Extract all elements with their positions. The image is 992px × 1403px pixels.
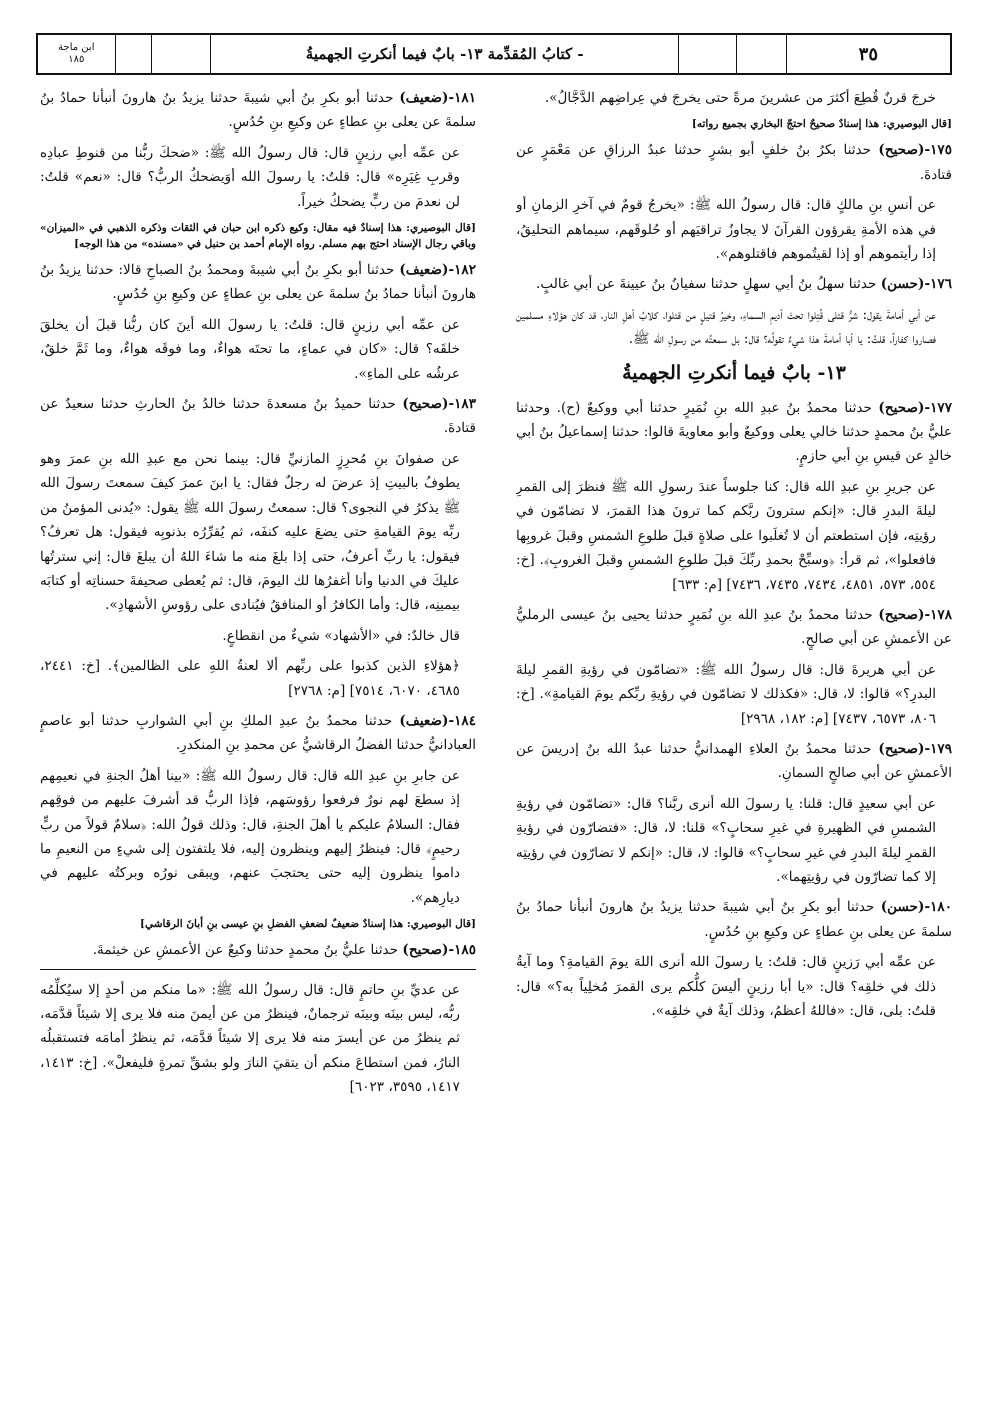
- hadith-matn: عن أبي أمامةَ يقول: شرُّ قتلى قُتِلوا تحتَ أديمِ السماءِ، وخيرُ قتيلٍ من قتلوا، كلابُ أهلِ النار، قد كان هؤلاءِ مسلمين فصاروا كفاراً، قلتُ: يا أبا أمامةَ هذا شيءٌ تقولُه؟ قال: بل سمعتُه من رسولِ الله ﷺ.: [516, 306, 936, 348]
- hadith-matn: عن عمِّه أبي رَزينٍ قال: قلتُ: يا رسولَ الله أنرى اللهَ يومَ القيامةِ؟ وما آيةُ ذلك في خلقِه؟ قال: «يا أبا رزينٍ أليسَ كلُّكم يرى القمرَ مُخلِياً به؟» قال: قلتُ: بلى، قال: «فاللهُ أعظمُ، وذلك آيةٌ في خلقِه».: [516, 954, 936, 1019]
- hadith-matn: عن أبي هريرةَ قال: قال رسولُ الله ﷺ: «تضامّون في رؤيةِ القمرِ ليلةَ البدرِ؟» قالوا: لا، قال: «فكذلك لا تضامّون في رؤيةِ ربِّكم يومَ القيامةِ». [خ: ٨٠٦، ٦٥٧٣، ٧٤٣٧] [م: ١٨٢، ٢٩٦٨]: [516, 661, 936, 727]
- hadith-isnad: [516, 272, 952, 296]
- book-reference-number: ١٨٥: [68, 54, 85, 65]
- hadith-matn: عن أبي سعيدٍ قال: قلنا: يا رسولَ الله أنرى ربَّنا؟ قال: «تضامّون في رؤيةِ الشمسِ في الظهيرةِ في غيرِ سحابٍ؟» قلنا: لا، قال: «فتضارّون في رؤيةِ القمرِ ليلةَ البدرِ في غيرِ سحابٍ؟» قالوا: لا، قال: «إنكم لا تضارّون في رؤيتِه إلا كما تضارّون في رؤيتِهما».: [516, 795, 936, 885]
- hadith-matn: عن جريرِ بنِ عبدِ الله قال: كنا جلوساً عندَ رسولِ الله ﷺ فنظرَ إلى القمرِ ليلةَ البدرِ قال: «إنكم سترونَ ربَّكم كما ترونَ هذا القمرَ، لا تضامّون في رؤيتِه، فإن استطعتم أن لا تُغلَبوا على صلاةٍ قبلَ طلوعِ الشمسِ وقبلَ غروبِها فافعلوا»، ثم قرأ: ﴿وسبِّحْ بحمدِ ربِّكَ قبلَ طلوعِ الشمسِ وقبلَ الغروبِ﴾. [خ: ٥٥٤، ٥٧٣، ٤٨٥١، ٧٤٣٤، ٧٤٣٥، ٧٤٣٦] [م: ٦٣٣]: [516, 478, 936, 593]
- hadith-chain-text: حدثنا محمدُ بنُ العلاءِ الهمدانيُّ حدثنا عبدُ الله بنُ إدريسَ عن الأعمشِ عن أبي صالحٍ السمانِ.: [516, 740, 952, 782]
- page-number: ٣٥: [858, 43, 879, 65]
- hadith-matn: قال خالدٌ: في «الأشهاد» شيءٌ من انقطاعٍ.: [222, 627, 460, 644]
- hadith-matn: عن عمِّه أبي رزينٍ قال: قلتُ: يا رسولَ الله أينَ كان ربُّنا قبلَ أن يخلقَ خلقَه؟ قال: «كان في عماءٍ، ما تحتَه هواءٌ، وما فوقَه هواءٌ، وما ثَمَّ خلقٌ، عرشُه على الماءِ».: [40, 316, 460, 382]
- hadith-isnad: [516, 138, 952, 187]
- hadith-isnad: [516, 895, 952, 944]
- header-cell-blank: [116, 35, 152, 73]
- commentary-note: [قال البوصيري: هذا إسنادٌ صحيحٌ احتجّ البخاري بجميع رواته]: [691, 118, 952, 131]
- hadith-chain-text: حدثنا محمدُ بنُ عبدِ الله بنِ نُمَيرٍ حدثنا أبي ووكيعٌ (ح). وحدثنا عليُّ بنُ محمدٍ حدثنا خالي يعلى ووكيعٌ وأبو معاويةَ قالوا: حدثنا إسماعيلُ بنُ أبي خالدٍ عن قيسِ بنِ أبي حازمٍ.: [516, 399, 952, 465]
- hadith-chain-text: حدثنا أبو بكرِ بنُ أبي شيبةَ حدثنا يزيدُ بنُ هارونَ أنبأنا حمادُ بنُ سلمةَ عن يعلى بنِ عطاءٍ عن وكيعِ بنِ حُدُسٍ.: [40, 90, 476, 131]
- hadith-chain-text: حدثنا محمدُ بنُ عبدِ الملكِ بنِ أبي الشواربِ حدثنا أبو عاصمٍ العبادانيُّ حدثنا الفضلُ الرقاشيُّ عن محمدِ بنِ المنكدرِ.: [40, 712, 476, 754]
- hadith-chain-text: حدثنا أبو بكرِ بنُ أبي شيبةَ حدثنا يزيدُ بنُ هارونَ أنبأنا حمادُ بنُ سلمةَ عن يعلى بنِ عطاءٍ عن وكيعِ بنِ حُدُسٍ.: [516, 899, 952, 940]
- left-column: [40, 86, 476, 1366]
- hadith-isnad: [40, 709, 476, 758]
- hadith-number-grade: ١٨٣-(صحيح): [402, 396, 476, 413]
- commentary-note: [قال البوصيري: هذا إسنادٌ فيه مقال: وكيع ذكره ابن حبان في الثقات وذكره الذهبي في «الميزان» وباقي رجال الإسناد احتج بهم مسلم. رواه الإمام أحمد بن حنبل في «مسنده» من هذا الوجه]: [40, 222, 476, 251]
- hadith-number-grade: ١٨٢-(ضعيف): [399, 262, 476, 279]
- hadith-matn: خرجَ قرنٌ قُطِعَ أكثرَ من عشرينَ مرةً حتى يخرجَ في عِراضِهم الدَّجَّالُ».: [544, 90, 936, 106]
- hadith-matn: عن عمِّه أبي رزينٍ قال: قال رسولُ الله ﷺ: «ضحكَ ربُّنا من قنوطِ عبادِه وقربِ غِيَرِه» قال: قلتُ: يا رسولَ الله أوَيضحكُ الربُّ؟ قال: «نعم» قلتُ: لن نعدمَ من ربٍّ يضحكُ خيراً.: [40, 144, 460, 210]
- hadith-number-grade: ١٧٥-(صحيح): [878, 142, 952, 159]
- hadith-matn: عن عديِّ بنِ حاتمٍ قال: قال رسولُ الله ﷺ: «ما منكم من أحدٍ إلا سيُكلِّمُه ربُّه، ليس بينَه وبينَه ترجمانٌ، فينظرُ من عن أيمنَ منه فلا يرى إلا شيئاً قدَّمَه، ثم ينظرُ من عن أيسرَ منه فلا يرى إلا شيئاً قدَّمَه، ثم ينظرُ أمامَه فتستقبلُه النارُ، فمن استطاعَ منكم أن يتقيَ النارَ ولو بشقِّ تمرةٍ فليفعلْ». [خ: ١٤١٣، ١٤١٧، ٣٥٩٥، ٦٠٢٣]: [40, 981, 460, 1096]
- hadith-number-grade: ١٧٧-(صحيح): [878, 399, 952, 416]
- hadith-isnad: [40, 392, 476, 441]
- header-cell-blank: [737, 35, 787, 73]
- hadith-chain-text: حدثنا أبو بكرِ بنُ أبي شيبةَ ومحمدُ بنُ الصباحِ قالا: حدثنا يزيدُ بنُ هارونَ أنبأنا حمادُ بنُ سلمةَ عن يعلى بنِ عطاءٍ عن وكيعِ بنِ حُدُسٍ.: [40, 262, 476, 303]
- hadith-number-grade: ١٨٥-(صحيح): [402, 942, 476, 959]
- hadith-matn: عن صفوانَ بنِ مُحرِزٍ المازنيِّ قال: بينما نحن مع عبدِ الله بنِ عمرَ وهو يطوفُ بالبيتِ إذ عرضَ له رجلٌ فقال: يا ابنَ عمرَ كيفَ سمعتَ رسولَ الله ﷺ يذكرُ في النجوى؟ قال: سمعتُ رسولَ الله ﷺ يقول: «يُدنى المؤمنُ من ربِّه يومَ القيامةِ حتى يضعَ عليه كنفَه، ثم يُقرِّرُه بذنوبِه فيقول: هل تعرفُ؟ فيقول: يا ربِّ أعرفُ، حتى إذا بلغَ منه ما شاءَ اللهُ أن يبلغَ قال: إني سترتُها عليكَ في الدنيا وأنا أغفرُها لك اليومَ، قال: ثم يُعطى صحيفةَ حسناتِه أو كتابَه بيمينِه، قال: وأما الكافرُ أو المنافقُ فيُنادى على رؤوسِ الأشهادِ».: [40, 450, 460, 614]
- hadith-isnad: [516, 603, 952, 652]
- hadith-number-grade: ١٧٦-(حسن): [880, 276, 952, 293]
- hadith-number-grade: ١٧٩-(صحيح): [878, 740, 952, 757]
- hadith-chain-text: حدثنا سهلُ بنُ أبي سهلٍ حدثنا سفيانُ بنُ عيينةَ عن أبي غالبٍ.: [536, 276, 881, 293]
- page-header: [36, 33, 952, 75]
- hadith-matn: عن أنسِ بنِ مالكٍ قال: قال رسولُ الله ﷺ: «يخرجُ قومٌ في آخرِ الزمانِ أو في هذه الأمةِ يقرؤون القرآنَ لا يجاوزُ تراقيَهم أو حُلوقَهم، سيماهم التحليقُ، إذا رأيتموهم أو إذا لقيتُموهم فاقتلوهم».: [516, 197, 936, 263]
- hadith-number-grade: ١٨١-(ضعيف): [399, 90, 476, 106]
- hadith-number-grade: ١٧٨-(صحيح): [878, 606, 952, 623]
- hadith-chain-text: حدثنا محمدُ بنُ عبدِ الله بنِ نُمَيرٍ حدثنا يحيى بنُ عيسى الرمليُّ عن الأعمشِ عن أبي صالحٍ.: [516, 606, 952, 648]
- header-title: - كتابُ المُقدِّمة ١٣- بابٌ فيما أنكرتِ الجهميةُ: [211, 35, 679, 73]
- hadith-isnad: [40, 938, 476, 962]
- hadith-matn: عن جابرِ بنِ عبدِ الله قال: قال رسولُ الله ﷺ: «بينا أهلُ الجنةِ في نعيمِهم إذ سطعَ لهم نورٌ فرفعوا رؤوسَهم، فإذا الربُّ قد أشرفَ عليهم من فوقِهم فقال: السلامُ عليكم يا أهلَ الجنةِ، قال: وذلك قولُ الله: ﴿سلامٌ قولاً من ربٍّ رحيمٍ﴾ قال: فينظرُ إليهم وينظرون إليه، فلا يلتفتون إلى شيءٍ من النعيمِ ما داموا ينظرون إليه حتى يحتجبَ عنهم، ويبقى نورُه وبركتُه عليهم في ديارِهم».: [40, 767, 460, 906]
- hadith-isnad: [516, 396, 952, 469]
- chapter-heading: ١٣- بابٌ فيما أنكرتِ الجهميةُ: [622, 361, 846, 384]
- hadith-isnad: [40, 258, 476, 307]
- hadith-chain-text: حدثنا حميدُ بنُ مسعدةَ حدثنا خالدُ بنُ الحارثِ حدثنا سعيدٌ عن قتادةَ.: [40, 396, 476, 437]
- hadith-number-grade: ١٨٤-(ضعيف): [399, 712, 476, 729]
- book-reference: [38, 35, 116, 73]
- hadith-chain-text: حدثنا بكرُ بنُ خلفٍ أبو بشرٍ حدثنا عبدُ الرزاقِ عن مَعْمَرٍ عن قتادةَ.: [516, 142, 952, 183]
- section-rule: [40, 969, 476, 970]
- hadith-chain-text: حدثنا عليُّ بنُ محمدٍ حدثنا وكيعٌ عن الأعمشِ عن خيثمةَ.: [92, 942, 403, 959]
- book-reference-label: ابن ماجة: [58, 42, 95, 53]
- hadith-isnad: [40, 86, 476, 135]
- right-column: [516, 86, 952, 1366]
- hadith-isnad: [516, 737, 952, 786]
- commentary-note: [قال البوصيري: هذا إسنادٌ ضعيفٌ لضعفِ الفضلِ بنِ عيسى بنِ أبانَ الرقاشي]: [140, 918, 476, 931]
- hadith-matn: ﴿هؤلاءِ الذين كذبوا على ربِّهم ألا لعنةُ اللهِ على الظالمين﴾. [خ: ٢٤٤١، ٤٦٨٥، ٦٠٧٠، ٧٥١٤] [م: ٢٧٦٨]: [40, 658, 460, 699]
- header-cell-blank: [152, 35, 212, 73]
- header-cell-blank: [679, 35, 737, 73]
- hadith-number-grade: ١٨٠-(حسن): [880, 899, 952, 916]
